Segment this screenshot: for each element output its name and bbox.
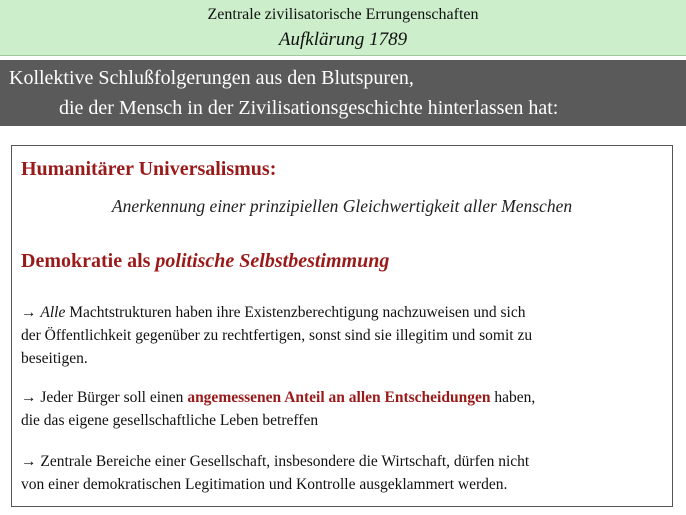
intro-band [0, 60, 686, 126]
p1-rest: Machtstrukturen haben ihre Existenzberechtigung nachzuweisen und sich [65, 304, 526, 321]
p3-line1: Zentrale Bereiche einer Gesellschaft, insbesondere die Wirtschaft, dürfen nicht [36, 453, 530, 470]
p2-bold: angemessenen Anteil an allen Entscheidungen [187, 389, 491, 406]
p1-italic: Alle [40, 304, 66, 321]
arrow-icon: → [21, 389, 37, 406]
heading-democracy [21, 250, 389, 273]
p2-pre: Jeder Bürger soll einen [36, 389, 188, 406]
header-title: Zentrale zivilisatorische Errungenschaften [207, 6, 479, 23]
heading-democracy-italic: politische Selbstbestimmung [155, 250, 390, 272]
heading-democracy-prefix: Demokratie als [21, 250, 156, 272]
p1-line2: der Öffentlichkeit gegenüber zu rechtfertigen, sonst sind sie illegitim und somit zu [21, 327, 533, 344]
content-box [11, 145, 673, 507]
p1-line3: beseitigen. [21, 350, 88, 367]
header-subtitle: Aufklärung 1789 [278, 29, 408, 50]
arrow-icon: → [21, 453, 37, 470]
p2-line2: die das eigene gesellschaftliche Leben betreffen [21, 412, 319, 429]
universalism-subline: Anerkennung einer prinzipiellen Gleichwertigkeit aller Menschen [111, 196, 573, 216]
intro-line-2: die der Mensch in der Zivilisationsgeschichte hinterlassen hat: [59, 97, 559, 119]
title-header [0, 0, 686, 56]
paragraph-power-structures [21, 301, 532, 370]
heading-universalism: Humanitärer Universalismus: [21, 158, 277, 180]
paragraph-citizen-share [21, 386, 535, 432]
p2-post: haben, [490, 389, 536, 406]
p3-line2: von einer demokratischen Legitimation und Kontrolle ausgeklammert werden. [21, 476, 508, 493]
intro-line-1: Kollektive Schlußfolgerungen aus den Blutspuren, [9, 67, 414, 89]
paragraph-economy [21, 450, 529, 496]
arrow-icon: → [21, 304, 37, 321]
